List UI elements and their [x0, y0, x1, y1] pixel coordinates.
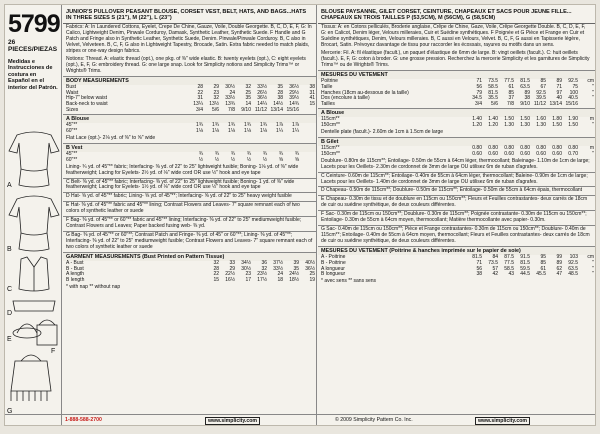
row-label: Taille	[321, 83, 333, 90]
sketch-letter-a: A	[7, 182, 12, 189]
cell-value: 3/4	[196, 107, 203, 114]
cell-value: 7/8	[228, 107, 235, 114]
pattern-number: 5799	[8, 10, 60, 38]
cell-value: 58.5	[488, 83, 498, 90]
cell-value: 89	[556, 259, 562, 266]
cell-value: 0.60	[504, 150, 514, 157]
left-column	[5, 5, 62, 425]
cell-value: 79	[476, 89, 482, 96]
cell-value: 89	[556, 77, 562, 84]
cell-value: 100	[569, 89, 578, 96]
cell-value: 1⅛	[228, 128, 235, 135]
cell-value: 1⅛	[260, 128, 267, 135]
english-a-table	[63, 123, 316, 135]
cell-value: 95	[540, 253, 546, 260]
cell-value: 1⅛	[212, 128, 219, 135]
cell-value: 0.80	[520, 145, 530, 151]
french-garment-table	[318, 255, 595, 279]
cell-value: 36½	[289, 83, 299, 90]
cell-value: 1⅞	[276, 122, 283, 129]
cell-value: 18	[277, 277, 283, 284]
cell-value: 40.5	[568, 95, 578, 102]
french-a-table	[318, 117, 595, 129]
cell-value: 38	[524, 95, 530, 102]
row-label: Poitrine	[321, 77, 338, 84]
cell-value: 14½	[273, 101, 283, 108]
cell-value: 31	[197, 95, 203, 102]
cell-value: ⅝	[278, 156, 283, 163]
row-label: B longueur	[321, 271, 346, 278]
cell-value: 0.60	[488, 150, 498, 157]
cell-value: 67	[540, 83, 546, 90]
cell-value: ½	[230, 156, 235, 163]
row-label: Dos (encolure à taille)	[321, 95, 370, 102]
cell-value: 28	[213, 265, 219, 272]
row-label: B - Poitrine	[321, 259, 346, 266]
cell-value: 35	[277, 83, 283, 90]
cell-value: 1¾	[244, 122, 251, 129]
cell-value: 14¾	[289, 101, 299, 108]
cell-value: 15	[309, 101, 315, 108]
cell-value: 13/14	[549, 101, 562, 108]
cell-value: 81.5	[488, 89, 498, 96]
cell-value: 45.5	[536, 271, 546, 278]
cell-value: 1.20	[488, 122, 498, 129]
cell-value: 85	[540, 77, 546, 84]
cell-value: 40½	[305, 259, 315, 266]
sketch-letter-g: G	[7, 408, 13, 415]
cell-value: ¾	[278, 150, 283, 157]
row-label: A longueur	[321, 265, 345, 272]
french-column	[318, 5, 595, 425]
cell-value: 1¾	[228, 122, 235, 129]
english-c-notes: C Belt- ⅜ yd. of 45"** fabric; Interfacing- ⅜ yd. of 22" to 25" lightweight fusible; Boning- 1 yd. of ⅜" wide featherweight; Lacing for Eyelets- 1½ yd. of ⅛" wide cord OR use ½" hook and eye tape	[63, 178, 316, 193]
sketch-letter-f: F	[51, 348, 56, 355]
cell-value: 0.80	[488, 145, 498, 151]
cell-value: 33	[229, 259, 235, 266]
cell-value: 63.5	[520, 83, 530, 90]
cell-value: 3/4	[475, 101, 482, 108]
cell-value: 57	[492, 265, 498, 272]
cell-value: 73.5	[488, 77, 498, 84]
cell-value: m	[589, 145, 594, 151]
english-e-notes: E Hat- ⅜ yd. of 45"** fabric and 45"** lining; Contrast Flowers and Leaves- 7" square remnant each of two colors of synthetic leather or suede	[63, 201, 316, 216]
cell-value: 38	[277, 95, 283, 102]
cell-value: 29	[229, 265, 235, 272]
cell-value: 17½	[257, 277, 267, 284]
cell-value: ⅝	[294, 156, 299, 163]
cell-value: ¾	[246, 150, 251, 157]
cell-value: ½	[214, 156, 219, 163]
cell-value: 32	[213, 259, 219, 266]
cell-value: 19	[309, 277, 315, 284]
cell-value: 81.5	[520, 259, 530, 266]
cell-value: 56	[476, 83, 482, 90]
cell-value: 11/12	[533, 101, 546, 108]
cell-value: 24	[229, 89, 235, 96]
cell-value: 42	[492, 271, 498, 278]
english-fabrics: Fabrics: A: In Laundered Cottons, Eyelet, Crepe De Chine, Gauze, Voile, Double Georgette. B, C, D, E, F, G: In Calico, Lightweight Denim, Pinwale Corduroy, Damask, Synthetic Leather, Synthetic Suede. F Handle and G Patch and Fringe also in Synthetic Leather, Synthetic Suede, Denim. Pinwale/Pinwale Corduroy. B, C also in Velvet, Velveteen. B, C, F, G also in Lightweight Tapestry, Brocade, Satin. Extra fabric needed to match plaids, stripes or one-way design fabrics.	[66, 24, 312, 55]
english-notions: Notions: Thread. A: elastic thread (opt.), one pkg. of ⅜" wide elastic. B: twenty eyelets (opt.), C: eight eyelets (opt.), E, F, G: embroidery thread. G: one large snap. Look for Simplicity notions and Simplicity Trims™ or Wrights® Trims.	[66, 55, 306, 74]
sketch-letter-c: C	[7, 286, 13, 293]
cell-value: 1.40	[488, 116, 498, 123]
cell-value: 39.5	[536, 95, 546, 102]
cell-value: 81.5	[520, 77, 530, 84]
french-g-notes: G Sac- 0.40m de 115cm ou 150cm**; Pièce et Frange contrastantes- 0.30m de 115cm ou 150cm**; Doublure- 0.40m de 115cm**; Entoilage- 0.40m de 55cm à 64cm moyen, thermocollant; Fleurs et Feuilles contrastantes- deux carrés de 18cm de cuir ou suédine synthétique, de deux couleurs différentes.	[318, 225, 595, 246]
cell-value: 38	[476, 271, 482, 278]
cell-value: 1¾	[260, 122, 267, 129]
cell-value: "	[592, 150, 594, 157]
cell-value: ¾	[262, 150, 267, 157]
french-notions: Mercerie: Fil. A: fil élastique (facult.), un paquet d'élastique de 6mm de large. B: vingt oeillets (facult.). C: huit oeillets (facult.). E, F, G: coton à broder. G: une grosse pression. Recherchez la mercerie Simplicity et les garnitures de Simplicity Trims™ ou de Wrights® Trims.	[321, 50, 590, 68]
cell-value: 1⅛	[244, 128, 251, 135]
cell-value: 39	[293, 259, 299, 266]
cell-value: 56	[476, 265, 482, 272]
cell-value: 18½	[289, 277, 299, 284]
cell-value: 73.5	[488, 259, 498, 266]
cell-value: 97	[556, 89, 562, 96]
cell-value: 37	[508, 95, 514, 102]
footer-url[interactable]: www.simplicity.com	[205, 417, 260, 425]
french-d-notes: D Chapeau- 0.50m de 115cm**; Doublure- 0.50m de 115cm**; Entoilage- 0.50m de 55cm à 64cm épais, thermocollant	[318, 186, 595, 195]
cell-value: 17	[245, 277, 251, 284]
cell-value: 23½	[257, 271, 267, 278]
cell-value: ½	[246, 156, 251, 163]
cell-value: 77.5	[504, 77, 514, 84]
cell-value: 38	[309, 83, 315, 90]
row-label: B - Bust	[66, 265, 84, 272]
cell-value: 30½	[225, 83, 235, 90]
cell-value: 13½	[209, 101, 219, 108]
cell-value: 47	[556, 271, 562, 278]
cell-value: 23	[245, 271, 251, 278]
cell-value: 0.80	[552, 145, 562, 151]
row-label: 150cm**	[321, 150, 340, 157]
cell-value: "	[592, 122, 594, 129]
footer-bar	[5, 414, 595, 425]
french-header: BLOUSE PAYSANNE, GILET CORSET, CEINTURE, CHAPEAUX ET SACS POUR JEUNE FILLE... CHAPEAUX EN TROIS TAILLES P (53,5CM), M (56CM), G (58,5CM)	[318, 5, 595, 24]
cell-value: 5/6	[491, 101, 498, 108]
cell-value: 9/10	[241, 107, 251, 114]
cell-value: "	[592, 271, 594, 278]
row-label: Bust	[66, 83, 77, 90]
cell-value: 35	[245, 95, 251, 102]
row-label: 150cm**	[321, 122, 340, 129]
cell-value: 32	[261, 265, 267, 272]
cell-value: 1.30	[536, 122, 546, 129]
cell-value: ½	[198, 156, 203, 163]
cell-value: 34½	[241, 259, 251, 266]
cell-value: 29½	[289, 89, 299, 96]
sketch-letter-b: B	[7, 246, 12, 253]
cell-value: 16½	[225, 277, 235, 284]
row-label: 60"**	[66, 128, 78, 135]
cell-value: 84	[492, 253, 498, 260]
cell-value: 0.80	[568, 145, 578, 151]
cell-value: ½	[262, 156, 267, 163]
cell-value: 89	[524, 89, 530, 96]
row-label: Hanches (18cm au-dessous de la taille)	[321, 89, 409, 96]
sketch-letter-d: D	[7, 310, 13, 317]
french-f-notes: F Sac- 0.30m de 115cm ou 150cm**; Doublure- 0.30m de 115cm**; Poignée contrastante- 0.30m de 115cm ou 150cm**; Entoilage- 0.30m de 55cm à 64cm moyen, thermocollant; Matière thermocollante avec papier- 0.30m.	[318, 210, 595, 225]
cell-value: 25	[309, 271, 315, 278]
cell-value: 0.80	[504, 145, 514, 151]
cell-value: 61	[508, 83, 514, 90]
cell-value: 1.30	[520, 122, 530, 129]
cell-value: ¾	[198, 150, 203, 157]
cell-value: 36½	[257, 95, 267, 102]
french-e-notes: E Chapeau- 0.30m de tissu et de doublure en 115cm ou 150cm**; Fleurs et Feuilles contrastantes- deux carrés de 18cm de cuir ou suédine synthétique, de deux couleurs différentes.	[318, 195, 595, 210]
cell-value: 34.5	[472, 95, 482, 102]
cell-value: 63.5	[568, 265, 578, 272]
cell-value: "	[592, 89, 594, 96]
english-body-table	[63, 85, 316, 115]
cell-value: 1.50	[552, 122, 562, 129]
cell-value: 37½	[273, 259, 283, 266]
english-footnote: * with nap ** without nap	[66, 284, 121, 291]
cell-value: 1⅞	[292, 122, 299, 129]
cell-value: 1¾	[212, 122, 219, 129]
english-b-notes: Lining- ¾ yd. of 45"** fabric; Interfacing- ⅜ yd. of 22" to 25" lightweight fusible; Boning- 1⅛ yd. of ⅜" wide featherweight; Lacing for Eyelets- 2½ yd. of ⅛" wide cord OR use ½" hook and eye tape	[66, 163, 299, 176]
cell-value: 103	[569, 253, 578, 260]
cell-value: 14	[245, 101, 251, 108]
cell-value: ¾	[214, 150, 219, 157]
french-body-table	[318, 79, 595, 109]
french-a-lace: Dentelle plate (facult.)- 2.60m de 1cm à 1.5cm de large	[321, 129, 444, 136]
cell-value: "	[592, 95, 594, 102]
cell-value: 25	[245, 89, 251, 96]
cell-value: 92.5	[568, 77, 578, 84]
english-g-notes: G Bag- ⅜ yd. of 45"** or 60"**; Contrast Patch and Fringe- ⅜ yd. of 45" or 60"**; Lining- ⅜ yd. of 45"**; Interfacing- ⅜ yd. of 22" to 25" mediumweight fusible; Contrast Flowers and Leaves- 7" square remnant each of two colors of synthetic leather or suede	[63, 231, 316, 252]
cell-value: 0.60	[552, 150, 562, 157]
cell-value: 71	[476, 77, 482, 84]
cell-value: 23	[213, 89, 219, 96]
english-b-title: B Vest	[63, 143, 316, 152]
cell-value: 1¾	[196, 122, 203, 129]
cell-value: 62	[556, 265, 562, 272]
row-label: 115cm**	[321, 116, 340, 123]
cell-value: 24	[277, 271, 283, 278]
english-column	[63, 5, 317, 425]
cell-value: 1.90	[568, 116, 578, 123]
row-label: A - Bust	[66, 259, 84, 266]
footer-url-2[interactable]: www.simplicity.com	[475, 417, 530, 425]
cell-value: 9/10	[520, 101, 530, 108]
cell-value: 87.5	[504, 253, 514, 260]
cell-value: 14¼	[257, 101, 267, 108]
cell-value: 28	[277, 89, 283, 96]
english-header: JUNIOR'S PULLOVER PEASANT BLOUSE, CORSET VEST, BELT, HATS, AND BAGS...HATS IN THREE SIZES S (21"), M (22"), L (23")	[63, 5, 316, 24]
cell-value: 32	[245, 83, 251, 90]
row-label: Waist	[66, 89, 79, 96]
cell-value: 85	[508, 89, 514, 96]
cell-value: 32	[213, 95, 219, 102]
cell-value: 59.5	[520, 265, 530, 272]
english-a-lace: Flat Lace (opt.)- 2⅛ yd. of ⅜" to ⅝" wide	[66, 135, 156, 141]
english-garment-table	[63, 261, 316, 285]
cell-value: 91.5	[520, 253, 530, 260]
cell-value: 1.20	[472, 122, 482, 129]
french-c-notes: C Ceinture- 0.60m de 115cm**; Entoilage- 0.40m de 55cm à 64cm léger, thermocollant; Baleine- 0.90m de 1cm de large; Lacets pour les Oeillets- 1.40m de cordonnet de 3mm de large OU utilisez 6m de ruban d'agrafes.	[318, 172, 595, 187]
cell-value: 36	[261, 259, 267, 266]
cell-value: ¾	[294, 150, 299, 157]
english-a-title: A Blouse	[63, 114, 316, 123]
spanish-notice: Medidas e Instrucciones de costura en Español en el interior del Patrón.	[8, 59, 58, 91]
cell-value: 1.40	[472, 116, 482, 123]
cell-value: cm	[587, 77, 594, 84]
cell-value: 40	[556, 95, 562, 102]
cell-value: 0.60	[472, 150, 482, 157]
row-label: A length	[66, 271, 85, 278]
cell-value: 92.5	[536, 89, 546, 96]
cell-value: 1.80	[552, 116, 562, 123]
french-fabrics: Tissus: A: en Cotons pelliculés, Broderie anglaise, Crêpe de Chine, Gaze, Voile, Crêpe Georgette Double. B, C, D, E, F, G: en Calicot, Denim léger, Velours milleraies, Cuir et Suédine synthétiques. F Poignée et G Pièce et Frange en Cuir et Suédine synthétiques, Denim, Velours milleraies. B, C aussi en Velours, Velvet. B, C, F, G aussi en Tapisserie légère, Brocart, Satin. Prévoyez davantage de tissu pour raccorder les écossais, rayures ou motifs dans un sens.	[321, 24, 586, 49]
cell-value: 39½	[289, 95, 299, 102]
french-a-title: A Blouse	[318, 108, 595, 117]
cell-value: 81.5	[472, 253, 482, 260]
cell-value: 1.50	[504, 116, 514, 123]
cell-value: 1.60	[536, 116, 546, 123]
cell-value: 0.70	[568, 150, 578, 157]
french-garment-title: MESURES DU VETEMENT (Poitrine & hanches imprimée sur le papier de soie)	[318, 246, 595, 255]
french-b-title: B Gilet	[318, 137, 595, 146]
cell-value: 71	[556, 83, 562, 90]
garment-sketches	[7, 129, 61, 426]
row-label: Tailles	[321, 101, 335, 108]
row-label: Back-neck to waist	[66, 101, 108, 108]
pieces-count: 26 PIECES/PIEZAS	[8, 39, 58, 53]
cell-value: 15/16	[565, 101, 578, 108]
french-body-title: MESURES DU VETEMENT	[318, 70, 595, 79]
cell-value: 26½	[257, 89, 267, 96]
cell-value: 41	[309, 95, 315, 102]
cell-value: 61	[540, 265, 546, 272]
cell-value: 44.5	[520, 271, 530, 278]
french-b-notes: Doublure- 0.80m de 115cm**; Entoilage- 0.50m de 55cm à 64cm léger, thermocollant; Baleinage- 1.10m de 1cm de large; Lacets pour les Oeillets- 2.30m de cordonnet de 3mm de large OU utilisez 6m de ruban d'agrafes.	[321, 157, 590, 170]
cell-value: 1.30	[504, 122, 514, 129]
cell-value: 13/14	[270, 107, 283, 114]
cell-value: 1.50	[568, 122, 578, 129]
row-label: Sizes	[66, 107, 79, 114]
row-label: 60"**	[66, 156, 78, 163]
cell-value: 29	[213, 83, 219, 90]
cell-value: 13¾	[225, 101, 235, 108]
cell-value: 0.60	[520, 150, 530, 157]
cell-value: 22½	[225, 271, 235, 278]
cell-value: 1¼	[292, 128, 299, 135]
cell-value: 92.5	[568, 259, 578, 266]
cell-value: 28	[197, 83, 203, 90]
english-f-notes: F Bag- ⅜ yd. of 45"** or 60"** fabric and 45"** lining; Interfacing- ⅜ yd. of 22" to 25" mediumweight fusible; Contrast Flowers and Leaves; Paper backed fusing web- ⅜ yd.	[63, 216, 316, 231]
cell-value: 43	[508, 271, 514, 278]
cell-value: 7/8	[507, 101, 514, 108]
cell-value: 13¼	[193, 101, 203, 108]
french-footnote: * avec sens ** sans sens	[321, 278, 377, 285]
row-label: 45"**	[66, 150, 78, 157]
cell-value: 1.50	[520, 116, 530, 123]
row-label: 115cm**	[321, 145, 340, 151]
cell-value: 15/16	[286, 107, 299, 114]
row-label: A - Poitrine	[321, 253, 346, 260]
cell-value: 77.5	[504, 259, 514, 266]
cell-value: 22	[197, 89, 203, 96]
row-label: Hip-7" below waist	[66, 95, 107, 102]
cell-value: "	[592, 83, 594, 90]
footer-phone: 1-888-588-2700	[65, 417, 102, 423]
french-b-table	[318, 146, 595, 158]
cell-value: 30½	[241, 265, 251, 272]
cell-value: 1¼	[276, 128, 283, 135]
cell-value: 24½	[289, 271, 299, 278]
cell-value: 58.5	[504, 265, 514, 272]
row-label: 45"**	[66, 122, 78, 129]
cell-value: 0.80	[536, 145, 546, 151]
cell-value: 75	[572, 83, 578, 90]
cell-value: 33½	[273, 265, 283, 272]
cell-value: 35	[293, 265, 299, 272]
cell-value: 85	[540, 259, 546, 266]
footer-copyright: © 2009 Simplicity Pattern Co. Inc.	[335, 417, 413, 423]
cell-value: 33½	[257, 83, 267, 90]
cell-value: 22	[213, 271, 219, 278]
sketch-letter-e: E	[7, 336, 12, 343]
cell-value: 0.60	[536, 150, 546, 157]
cell-value: 33½	[225, 95, 235, 102]
cell-value: 99	[556, 253, 562, 260]
cell-value: ¾	[230, 150, 235, 157]
row-label: B length	[66, 277, 85, 284]
cell-value: 36½	[305, 265, 315, 272]
english-d-notes: D Hat- ⅝ yd. of 45"** fabric; Lining- ⅝ yd. of 45"**; Interfacing- ⅝ yd. of 22" to 25" heavy weight fusible	[63, 192, 316, 201]
cell-value: 15	[213, 277, 219, 284]
cell-value: 0.80	[472, 145, 482, 151]
cell-value: 11/12	[254, 107, 267, 114]
cell-value: 5/6	[212, 107, 219, 114]
pattern-envelope-back	[4, 4, 596, 426]
cell-value: m	[589, 116, 594, 123]
cell-value: 35.5	[488, 95, 498, 102]
cell-value: "	[592, 265, 594, 272]
cell-value: 1⅛	[196, 128, 203, 135]
cell-value: 71	[476, 259, 482, 266]
english-b-table	[63, 152, 316, 164]
cell-value: 48.5	[568, 271, 578, 278]
english-garment-title: GARMENT MEASUREMENTS (Bust Printed on Pattern Tissue)	[63, 252, 316, 261]
cell-value: "	[592, 259, 594, 266]
cell-value: 31	[309, 89, 315, 96]
english-body-title: BODY MEASUREMENTS	[63, 76, 316, 85]
cell-value: cm	[587, 253, 594, 260]
